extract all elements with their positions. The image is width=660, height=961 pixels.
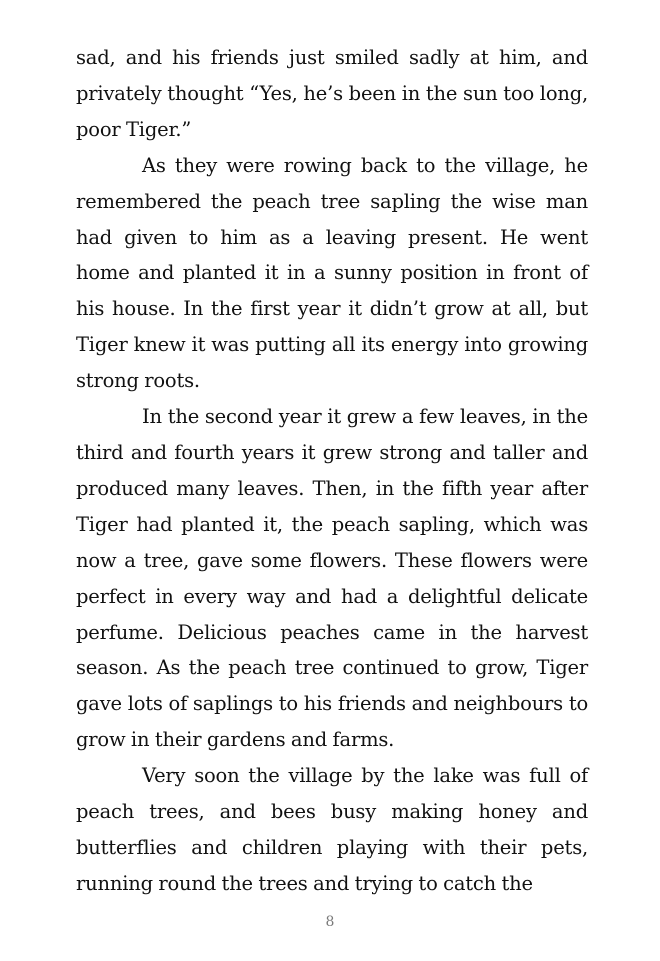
paragraph-village-peach-trees: Very soon the village by the lake was full of peach trees, and bees busy making honey and butterflies and children playing with their pets, running round the trees and trying to catch the (76, 764, 588, 895)
paragraph-continuation: sad, and his friends just smiled sadly at him, and privately thought “Yes, he’s been in the sun too long, poor Tiger.” (76, 46, 588, 141)
paragraph-rowing-back: As they were rowing back to the village, he remembered the peach tree sapling the wise man had given to him as a leaving present. He went home and planted it in a sunny position in front of his house. In the first year it didn’t grow at all, but Tiger knew it was putting all its energy into growing strong roots. (76, 153, 588, 393)
paragraph-second-year: In the second year it grew a few leaves, in the third and fourth years it grew strong and taller and produced many leaves. Then, in the fifth year after Tiger had planted it, the peach sapling, which was now a tree, gave some flowers. These flowers were perfect in every way and had a delightful delicate perfume. Delicious peaches came in the harvest season. As the peach tree continued to grow, Tiger gave lots of saplings to his friends and neighbours to grow in their gardens and farms. (76, 405, 588, 752)
page-number: 8 (325, 914, 335, 930)
page-body (76, 40, 588, 902)
